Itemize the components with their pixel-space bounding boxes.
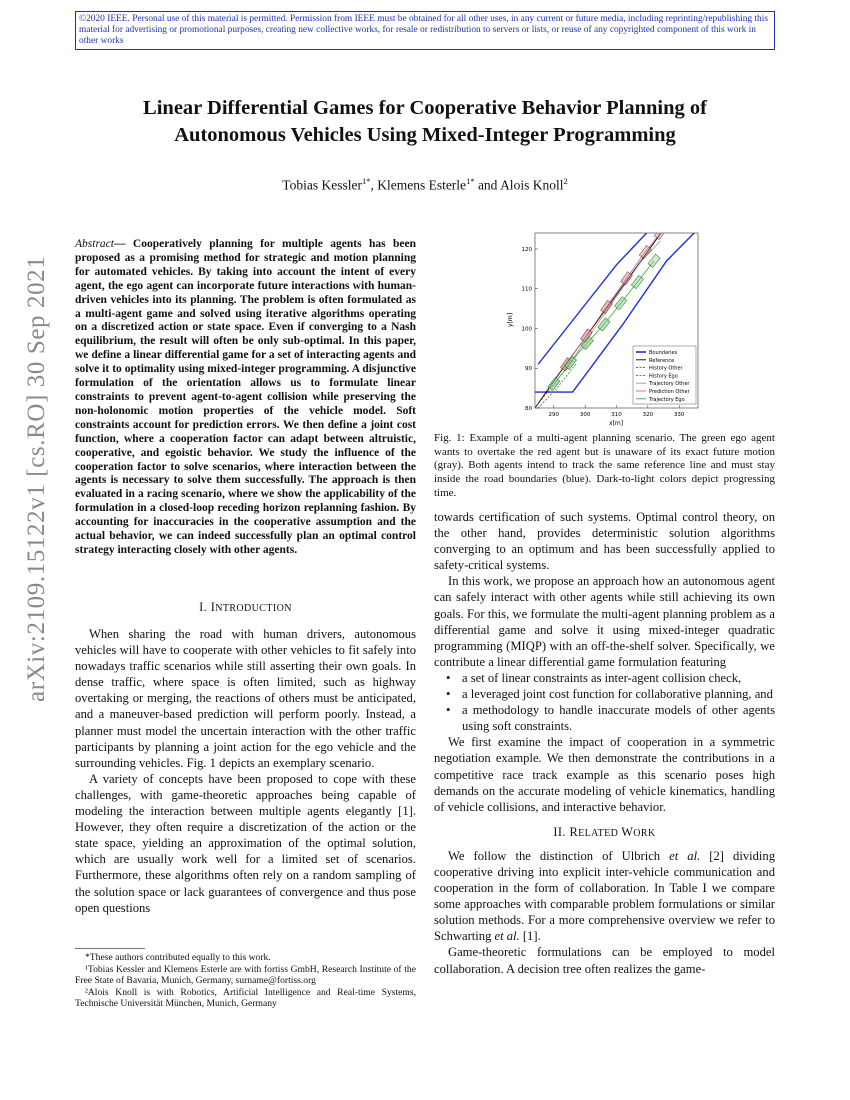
- y-tick-label: 100: [521, 326, 532, 333]
- footnote-2: ²Alois Knoll is with Robotics, Artificial Intelligence and Real-time Systems, Technische Universität München, Munich, Germany: [75, 986, 416, 1010]
- footnotes: [75, 952, 416, 1010]
- contribution-item: • a leveraged joint cost function for collaborative planning, and: [462, 686, 775, 702]
- footnote-1: ¹Tobias Kessler and Klemens Esterle are with fortiss GmbH, Research Institute of the Free State of Bavaria, Munich, Germany, surname@fortiss.org: [75, 963, 416, 987]
- y-axis-label: y[m]: [507, 312, 514, 328]
- section-first-letter: R: [569, 824, 579, 839]
- title-line-2: Autonomous Vehicles Using Mixed-Integer Programming: [174, 124, 676, 146]
- related-text-a: We follow the distinction of Ulbrich: [448, 848, 670, 863]
- legend-label: Boundaries: [649, 350, 678, 356]
- y-tick-label: 120: [521, 246, 532, 253]
- x-tick-label: 310: [611, 412, 622, 418]
- section-first-letter-2: W: [621, 824, 634, 839]
- author-3: Alois Knoll: [500, 177, 564, 193]
- author-3-affil: 2: [563, 176, 568, 186]
- legend-label: Reference: [649, 357, 675, 364]
- author-list: [75, 176, 775, 194]
- x-tick-label: 320: [642, 412, 654, 418]
- section-rest: NTRODUCTION: [215, 603, 292, 614]
- legend-label: History Other: [649, 365, 683, 372]
- right-paragraph-3: We first examine the impact of cooperation in a symmetric negotiation example. We then demonstrate the contributions in a competitive race track example as this scenario poses high demands on the accurate modeling of vehicle kinematics, handling of vehicle collisions, and interactive behavior.: [434, 735, 775, 814]
- section-heading-related-work: [434, 824, 775, 842]
- legend-label: Trajectory Ego: [649, 396, 685, 403]
- title-line-1: Linear Differential Games for Cooperative Behavior Planning of: [143, 97, 707, 119]
- figure-1-caption: Fig. 1: Example of a multi-agent planning scenario. The green ego agent wants to overtake the red agent but is unaware of its exact future motion (gray). Both agents intend to track the same reference line and must stay inside the road boundaries (blue). Dark-to-light colors depict progressing time.: [434, 432, 775, 499]
- x-tick-label: 300: [579, 412, 591, 418]
- footnote-rule: [75, 948, 145, 949]
- contribution-item: • a methodology to handle inaccurate models of other agents using soft constraints.: [462, 702, 775, 734]
- section-rest: ELATED: [578, 827, 622, 839]
- section-number: II.: [553, 824, 570, 839]
- footnote-equal-contribution: *These authors contributed equally to this work.: [85, 952, 271, 963]
- author-sep-1: ,: [370, 177, 378, 193]
- legend-label: History Ego: [649, 373, 678, 380]
- y-tick-label: 80: [525, 406, 532, 412]
- intro-paragraph-1: When sharing the road with human drivers, autonomous vehicles will have to cooperate with other vehicles to fit safely into nowadays traffic scenarios while still asserting their own goals. In dense traffic, where space is often limited, such as highway overtaking or merging, the reactions of others must be anticipated, and a maneuver-based prediction will perform poorly. Instead, a planner must model the uncertain interaction with the other traffic participants by planning a joint action for the ego vehicle and the surrounding vehicles. Fig. 1 depicts an exemplary scenario.: [75, 627, 416, 770]
- contribution-list: [434, 670, 775, 734]
- legend: [633, 346, 696, 404]
- abstract-label: Abstract: [75, 238, 114, 250]
- x-axis-label: x[m]: [608, 420, 624, 427]
- related-text-b: [2] dividing cooperative driving into explicit inter-vehicle communication and cooperation in the form of collaboration. In Table I we compare some approaches with comparable problem formulations or similar solution methods. For a more comprehensive overview we refer to Schwarting: [434, 848, 776, 944]
- author-1: Tobias Kessler: [282, 177, 362, 193]
- related-et-al: et al.: [669, 848, 701, 863]
- y-tick-label: 110: [521, 286, 532, 293]
- right-paragraph-2: In this work, we propose an approach how an autonomous agent can safely interact with other agents while still achieving its own goals. For this, we formulate the multi-agent planning problem as a differential game and solve it using mixed-integer quadratic programming (MIQP) with an off-the-shelf solver. Specifically, we contribute a linear differential game formulation featuring: [434, 574, 775, 669]
- arxiv-identifier: arXiv:2109.15122v1 [cs.RO] 30 Sep 2021: [23, 255, 50, 702]
- introduction-body: [75, 626, 416, 916]
- paper-title: [75, 95, 775, 149]
- section-rest-2: ORK: [633, 827, 656, 839]
- related-paragraph-1: [434, 848, 775, 945]
- right-paragraph-1: towards certification of such systems. Optimal control theory, on the other hand, provides deterministic solution algorithms converging to an optimum and has been successfully applied to safety-critical systems.: [434, 510, 775, 573]
- legend-label: Prediction Other: [649, 389, 690, 395]
- related-text-c: [1].: [519, 929, 541, 944]
- abstract-text: Cooperatively planning for multiple agents has been proposed as a promising method for strategic and motion planning for automated vehicles. By taking into account the intent of every agent, the ego agent can incorporate future interactions with human-driven vehicles into its planning. The problem is often formulated as a multi-agent game and solved using iterative algorithms operating on a discretized action or state space. Even if converging to a Nash equilibrium, the result will often be only sub-optimal. In this paper, we define a linear differential game for a set of interacting agents and solve it to optimality using mixed-integer programming. A disjunctive formulation of the orientation allows us to formulate linear constraints to prevent agent-to-agent collision while preserving the non-holonomic motion properties of the vehicle model. Soft constraints account for prediction errors. We then define a joint cost function, where a cooperation factor can adapt between altruistic, cooperative, and egoistic behavior. We study the influence of the cooperation factor to solve scenarios, where interaction between the agents is necessary to solve them successfully. The approach is then evaluated in a racing scenario, where we show the applicability of the formulation in a closed-loop receding horizon replanning fashion. By accounting for inaccuracies in the cooperative assumption and the actual behavior, we can indeed successfully plan an optimal control strategy interacting closely with other agents.: [75, 238, 417, 556]
- abstract: [75, 238, 416, 558]
- author-2: Klemens Esterle: [377, 177, 467, 193]
- y-tick-label: 90: [525, 366, 532, 373]
- x-tick-label: 330: [673, 412, 685, 418]
- copyright-notice: ©2020 IEEE. Personal use of this material is permitted. Permission from IEEE must be obtained for all other uses, in any current or future media, including reprinting/republishing this material for advertising or promotional purposes, creating new collective works, for resale or redistribution to servers or lists, or reuse of any copyrighted component of this work in other works: [75, 11, 775, 50]
- author-sep-2: and: [474, 177, 501, 193]
- contribution-item: • a set of linear constraints as inter-agent collision check,: [462, 670, 775, 686]
- section-number: I.: [199, 600, 211, 614]
- related-paragraph-2: Game-theoretic formulations can be employed to model collaboration. A decision tree often realizes the game-: [434, 945, 775, 976]
- section-heading-introduction: [75, 600, 416, 615]
- right-column-body: [434, 509, 775, 977]
- x-tick-label: 290: [548, 412, 560, 418]
- related-et-al-2: et al.: [494, 929, 520, 944]
- section-first-letter: I: [210, 600, 216, 614]
- author-1-affil: 1*: [361, 176, 371, 186]
- intro-paragraph-2: A variety of concepts have been proposed to cope with these challenges, with game-theoretic approaches being capable of modeling the interaction between multiple agents elegantly [1]. However, they often require a discretization of the action or the state space, yielding an approximation of the optimal solution, which are usually work well for a limited set of scenarios. Furthermore, these algorithms often rely on a random sampling of the solution space or lack guarantees of convergence and thus pose open questions: [75, 771, 416, 915]
- author-2-affil: 1*: [466, 176, 475, 186]
- figure-1-chart: [505, 228, 703, 428]
- abstract-dash: —: [113, 238, 133, 250]
- legend-label: Trajectory Other: [649, 381, 690, 388]
